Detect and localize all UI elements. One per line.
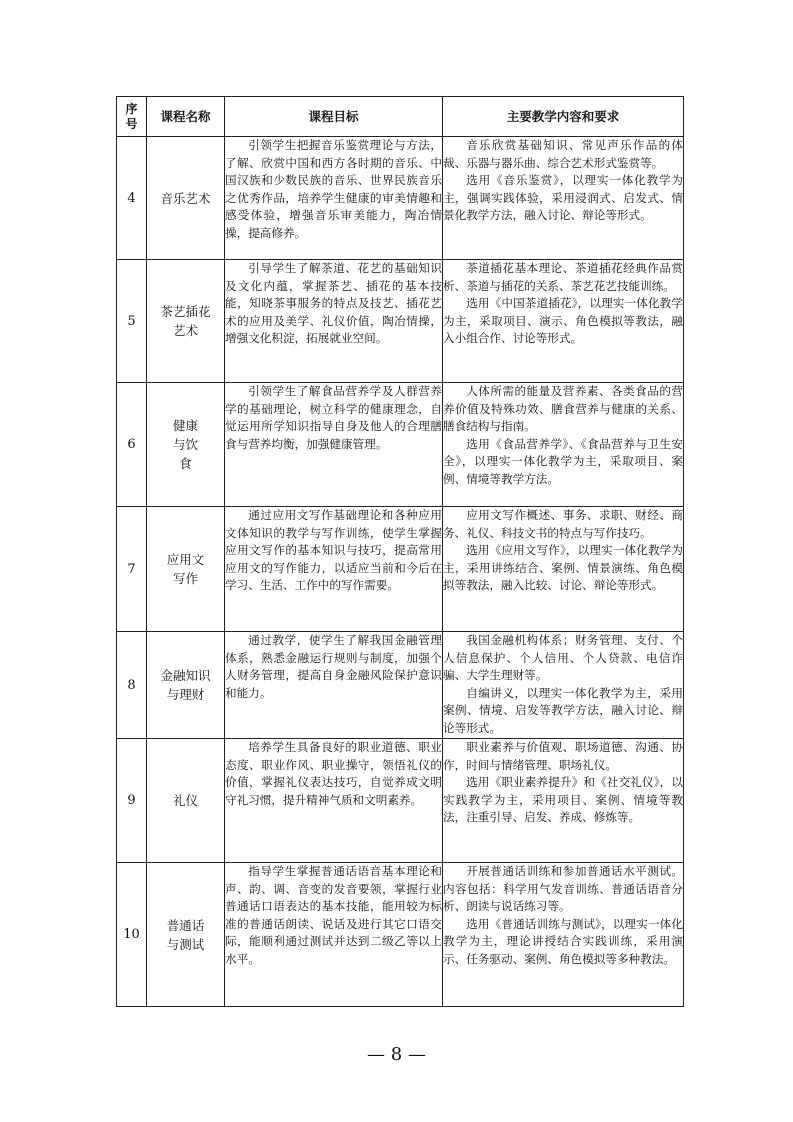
row-num: 9 (117, 739, 147, 863)
row-name: 茶艺插花艺术 (147, 260, 225, 383)
table-row (117, 863, 684, 1007)
row-name: 健康与饮食 (147, 383, 225, 507)
row-goal: 引领学生把握音乐鉴赏理论与方法，了解、欣赏中国和西方各时期的音乐、中国汉族和少数民族的音乐、世界民族音乐之优秀作品，培养学生健康的审美情趣和感受体验，增强音乐审美能力，陶冶情操，提高修养。 (225, 137, 443, 260)
course-table (116, 96, 684, 1007)
row-num: 6 (117, 383, 147, 507)
row-goal: 引导学生了解茶道、花艺的基础知识及文化内蕴，掌握茶艺、插花的基本技能，知晓茶事服务的特点及技艺、插花艺术的应用及美学、礼仪价值，陶冶情操，增强文化积淀，拓展就业空间。 (225, 260, 443, 383)
row-goal: 通过应用文写作基础理论和各种应用文体知识的教学与写作训练，使学生掌握应用文写作的基本知识与技巧，提高常用应用文的写作能力，以适应当前和今后在学习、生活、工作中的写作需要。 (225, 507, 443, 632)
row-content: 开展普通话训练和参加普通话水平测试。内容包括：科学用气发音训练、普通话语音分析、朗读与说话练习等。 选用《普通话训练与测试》，以理实一体化教学为主，理论讲授结合实践训练，采用演示、任务驱动、案例、角色模拟等多种教法。 (443, 863, 684, 1007)
header-name: 课程名称 (147, 97, 225, 137)
row-content: 人体所需的能量及营养素、各类食品的营养价值及特殊功效、膳食营养与健康的关系、膳食结构与指南。 选用《食品营养学》、《食品营养与卫生安全》，以理实一体化教学为主，采取项目、案例、情境等教学方法。 (443, 383, 684, 507)
table-row (117, 260, 684, 383)
row-content: 音乐欣赏基础知识、常见声乐作品的体裁、乐器与器乐曲、综合艺术形式鉴赏等。 选用《音乐鉴赏》，以理实一体化教学为主，强调实践体验，采用浸润式、启发式、情景化教学方法，融入讨论、辩论等形式。 (443, 137, 684, 260)
row-name: 金融知识与理财 (147, 632, 225, 739)
row-num: 5 (117, 260, 147, 383)
row-num: 8 (117, 632, 147, 739)
table-row (117, 632, 684, 739)
row-goal: 引领学生了解食品营养学及人群营养学的基础理论，树立科学的健康理念，自觉运用所学知识指导自身及他人的合理膳食与营养均衡，加强健康管理。 (225, 383, 443, 507)
table-header-row (117, 97, 684, 137)
header-content: 主要教学内容和要求 (443, 97, 684, 137)
row-goal: 通过教学，使学生了解我国金融管理体系，熟悉金融运行规则与制度，加强个人财务管理，提高自身金融风险保护意识和能力。 (225, 632, 443, 739)
header-num: 序号 (117, 97, 147, 137)
row-name: 礼仪 (147, 739, 225, 863)
row-goal: 指导学生掌握普通话语音基本理论和声、韵、调、音变的发音要领，掌握行业普通话口语表达的基本技能，能用较为标准的普通话朗读、说话及进行其它口语交际，能顺利通过测试并达到二级乙等以上水平。 (225, 863, 443, 1007)
table-row (117, 739, 684, 863)
row-name: 普通话与测试 (147, 863, 225, 1007)
row-content: 职业素养与价值观、职场道德、沟通、协作，时间与情绪管理、职场礼仪。 选用《职业素养提升》和《社交礼仪》，以实践教学为主，采用项目、案例、情境等教法，注重引导、启发、养成、修炼等。 (443, 739, 684, 863)
row-num: 7 (117, 507, 147, 632)
table-row (117, 507, 684, 632)
row-num: 4 (117, 137, 147, 260)
row-goal: 培养学生具备良好的职业道德、职业态度、职业作风、职业操守，领悟礼仪的价值，掌握礼仪表达技巧，自觉养成文明守礼习惯，提升精神气质和文明素养。 (225, 739, 443, 863)
row-content: 我国金融机构体系；财务管理、支付、个人信息保护、个人信用、个人贷款、电信诈骗、大学生理财等。 自编讲义，以理实一体化教学为主，采用案例、情境、启发等教学方法，融入讨论、辩论等形式。 (443, 632, 684, 739)
table-row (117, 383, 684, 507)
page-number: — 8 — (367, 1044, 426, 1065)
table-row (117, 137, 684, 260)
header-goal: 课程目标 (225, 97, 443, 137)
row-name: 应用文写作 (147, 507, 225, 632)
row-num: 10 (117, 863, 147, 1007)
row-name: 音乐艺术 (147, 137, 225, 260)
row-content: 茶道插花基本理论、茶道插花经典作品赏析、茶道与插花的关系、茶艺花艺技能训练。 选用《中国茶道插花》，以理实一体化教学为主，采取项目、演示、角色模拟等教法，融入小组合作、讨论等形式。 (443, 260, 684, 383)
row-content: 应用文写作概述、事务、求职、财经、商务、礼仪、科技文书的特点与写作技巧。 选用《应用文写作》，以理实一体化教学为主，采用讲练结合、案例、情景演练、角色模拟等教法，融入比较、讨论、辩论等形式。 (443, 507, 684, 632)
